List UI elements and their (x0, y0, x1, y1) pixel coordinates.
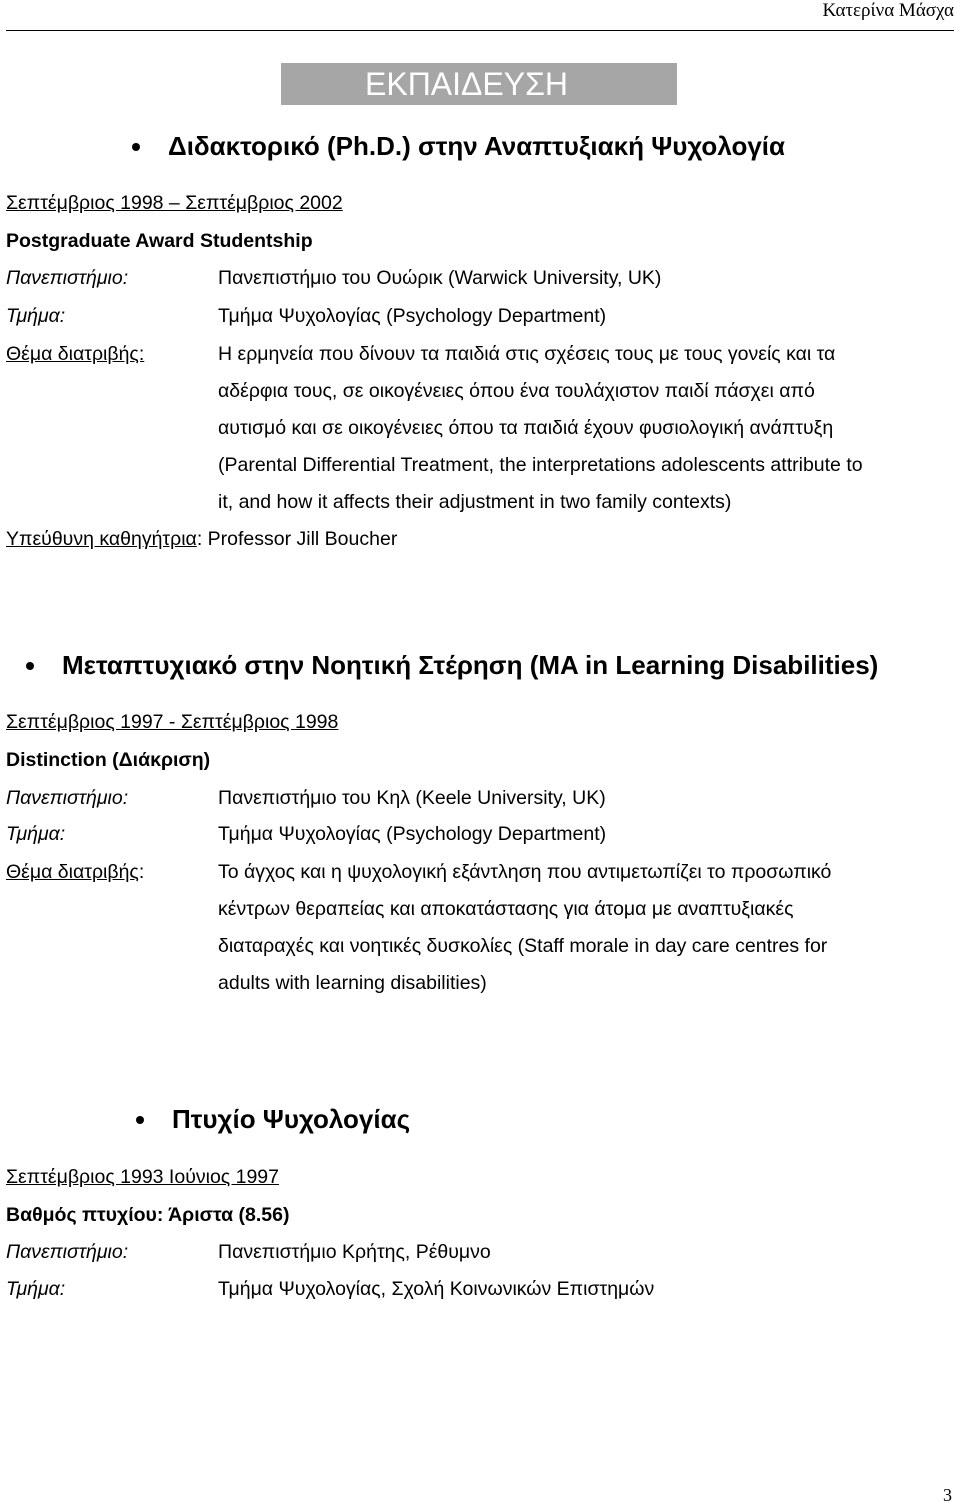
phd-thesis-line: Η ερμηνεία που δίνουν τα παιδιά στις σχέσεις τους με τους γονείς και τα (218, 343, 836, 365)
bsc-university: Πανεπιστήμιο Κρήτης, Ρέθυμνο (218, 1241, 491, 1263)
ma-thesis-line: adults with learning disabilities) (218, 972, 487, 994)
ma-thesis-label-wrap (6, 860, 144, 884)
phd-dates: Σεπτέμβριος 1998 – Σεπτέμβριος 2002 (6, 192, 343, 214)
phd-thesis-label: Θέμα διατριβής: (6, 343, 145, 365)
phd-supervisor-name: : Professor Jill Boucher (196, 528, 398, 550)
bsc-grade: Βαθμός πτυχίου: Άριστα (8.56) (6, 1204, 290, 1226)
phd-thesis-line: αυτισμό και σε οικογένειες όπου τα παιδιά έχουν φυσιολογική ανάπτυξη (218, 417, 834, 439)
bsc-heading (172, 1104, 410, 1135)
phd-heading-text: Διδακτορικό (Ph.D.) στην Αναπτυξιακή Ψυχολογία (168, 131, 786, 161)
ma-thesis-line: κέντρων θεραπείας και αποκατάστασης για άτομα με αναπτυξιακές (218, 898, 794, 920)
phd-university: Πανεπιστήμιο του Ουώρικ (Warwick University, UK) (218, 267, 662, 289)
ma-thesis-colon: : (138, 861, 145, 883)
phd-thesis-line: (Parental Differential Treatment, the interpretations adolescents attribute to (218, 454, 863, 476)
ma-dates: Σεπτέμβριος 1997 - Σεπτέμβριος 1998 (6, 711, 339, 733)
bullet-icon (26, 662, 34, 670)
phd-department: Τμήμα Ψυχολογίας (Psychology Department) (218, 305, 607, 327)
ma-award: Distinction (Διάκριση) (6, 749, 211, 771)
page-number: 3 (943, 1485, 952, 1505)
phd-department-label: Τμήμα: (6, 305, 66, 327)
header-author-name: Κατερίνα Μάσχα (822, 0, 954, 21)
phd-thesis-line: it, and how it affects their adjustment in two family contexts) (218, 491, 732, 513)
ma-thesis-line: Το άγχος και η ψυχολογική εξάντληση που αντιμετωπίζει το προσωπικό (218, 861, 832, 883)
bsc-university-label: Πανεπιστήμιο: (6, 1241, 129, 1263)
ma-university-label: Πανεπιστήμιο: (6, 787, 129, 809)
phd-thesis-line: αδέρφια τους, σε οικογένειες όπου ένα τουλάχιστον παιδί πάσχει από (218, 380, 815, 402)
phd-supervisor-label: Υπεύθυνη καθηγήτρια (6, 528, 197, 550)
ma-department-label: Τμήμα: (6, 823, 66, 845)
ma-heading (62, 650, 878, 681)
bsc-department: Τμήμα Ψυχολογίας, Σχολή Κοινωνικών Επιστημών (218, 1278, 655, 1300)
ma-thesis-label: Θέμα διατριβής (6, 861, 139, 883)
bsc-dates: Σεπτέμβριος 1993 Ιούνιος 1997 (6, 1166, 279, 1188)
section-title-band: ΕΚΠΑΙΔΕΥΣΗ (281, 63, 677, 105)
bsc-heading-text: Πτυχίο Ψυχολογίας (172, 1104, 411, 1134)
ma-heading-text: Μεταπτυχιακό στην Νοητική Στέρηση (MA in Learning Disabilities) (62, 650, 879, 680)
phd-university-label: Πανεπιστήμιο: (6, 267, 129, 289)
bullet-icon (132, 143, 140, 151)
header-rule (6, 30, 954, 31)
bullet-icon (136, 1116, 144, 1124)
phd-heading (168, 131, 785, 162)
ma-university: Πανεπιστήμιο του Κηλ (Keele University, UK) (218, 787, 606, 809)
phd-supervisor (6, 527, 397, 551)
phd-award: Postgraduate Award Studentship (6, 230, 313, 252)
bsc-department-label: Τμήμα: (6, 1278, 66, 1300)
ma-department: Τμήμα Ψυχολογίας (Psychology Department) (218, 823, 607, 845)
ma-thesis-line: διαταραχές και νοητικές δυσκολίες (Staff morale in day care centres for (218, 935, 828, 957)
